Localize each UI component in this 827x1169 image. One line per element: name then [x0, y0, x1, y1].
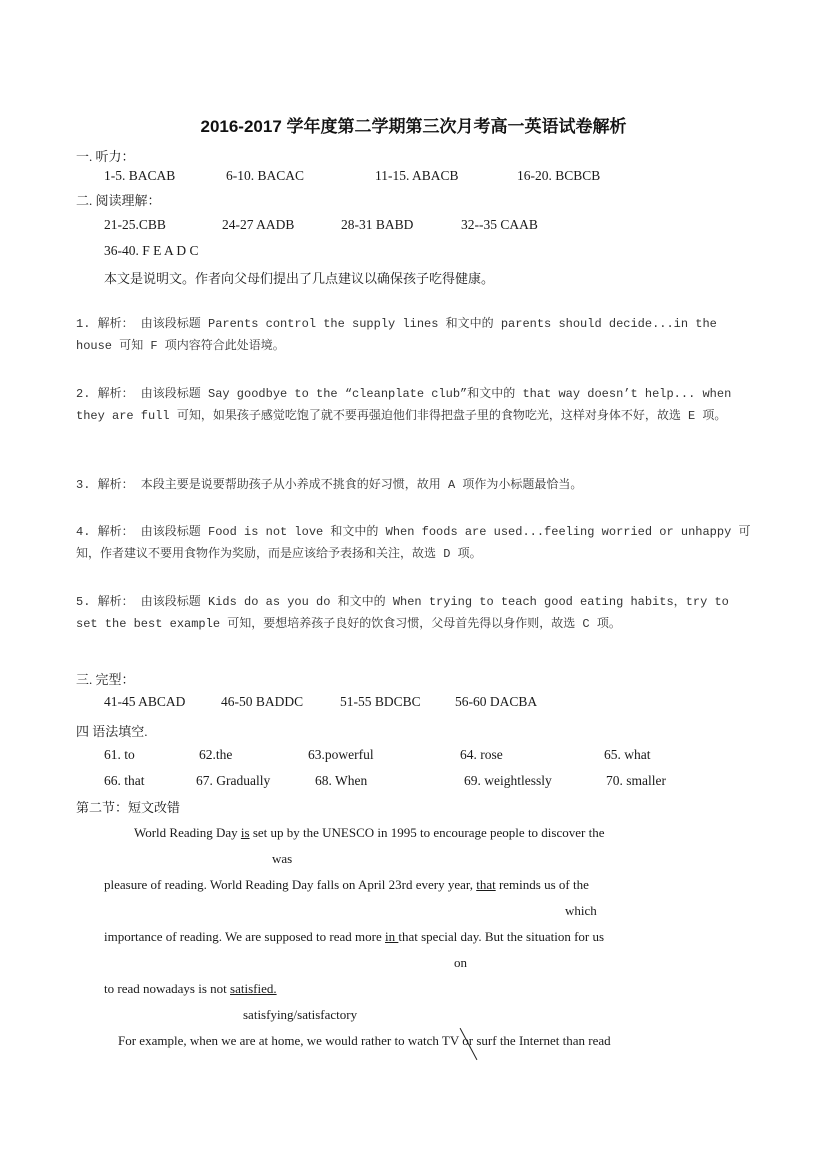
passage-text: reminds us of the: [495, 877, 589, 892]
answer-group: 51-55 BDCBC: [340, 694, 421, 709]
passage-text: set up by the UNESCO in 1995 to encourage people to discover the: [249, 825, 605, 840]
reading-summary: 本文是说明文。作者向父母们提出了几点建议以确保孩子吃得健康。: [104, 271, 495, 286]
answer-group: 28-31 BABD: [341, 217, 414, 232]
cloze-heading: 三. 完型：: [76, 672, 135, 687]
correction-word: satisfying/satisfactory: [243, 1007, 358, 1022]
passage-text: World Reading Day: [134, 825, 241, 840]
passage-line-1: [134, 825, 604, 841]
passage-text: importance of reading. We are supposed to read more: [104, 929, 385, 944]
passage-line-5: For example, when we are at home, we would rather to watch TV or surf the Internet than read: [118, 1033, 611, 1048]
passage-text: that special day. But the situation for us: [398, 929, 605, 944]
passage-line-3: [104, 929, 604, 945]
grammar-answer: 63.powerful: [308, 747, 374, 762]
answer-group: 24-27 AADB: [222, 217, 295, 232]
grammar-answer: 64. rose: [460, 747, 503, 762]
listening-heading: 一. 听力：: [76, 149, 135, 164]
grammar-answer: 65. what: [604, 747, 651, 762]
passage-line-2: [104, 877, 589, 893]
grammar-answer: 67. Gradually: [196, 773, 271, 788]
explanation-2: 2. 解析： 由该段标题 Say goodbye to the “cleanplate club”和文中的 that way doesn’t help... when they are full 可知，如果孩子感觉吃饱了就不要再强迫他们非得把盘子里的食物吃光，这样对身体不好，故选 E 项。: [76, 387, 732, 423]
marked-error: is: [240, 825, 250, 840]
marked-error: in: [385, 929, 399, 944]
correction-word: on: [454, 955, 467, 970]
marked-error: satisfied.: [230, 981, 277, 996]
passage-text: pleasure of reading. World Reading Day falls on April 23rd every year,: [104, 877, 477, 892]
answer-group: 11-15. ABACB: [375, 168, 459, 183]
correction-heading: 第二节：短文改错: [76, 800, 181, 815]
grammar-answer: 61. to: [104, 747, 135, 762]
reading-heading: 二. 阅读理解：: [76, 193, 161, 208]
explanation-1: 1. 解析： 由该段标题 Parents control the supply lines 和文中的 parents should decide...in the house 可知 F 项内容符合此处语境。: [76, 317, 717, 353]
passage-text: to read nowadays is not: [104, 981, 231, 996]
explanation-3: 3. 解析： 本段主要是说要帮助孩子从小养成不挑食的好习惯，故用 A 项作为小标题最恰当。: [76, 478, 583, 492]
page-title: 2016-2017 学年度第二学期第三次月考高一英语试卷解析: [200, 117, 627, 136]
grammar-answer: 66. that: [104, 773, 145, 788]
grammar-answer: 70. smaller: [606, 773, 666, 788]
answer-group: 21-25.CBB: [104, 217, 166, 232]
answer-group: 56-60 DACBA: [455, 694, 538, 709]
answer-group: 36-40. F E A D C: [104, 243, 199, 258]
passage-line-4: [104, 981, 277, 997]
answer-group: 6-10. BACAC: [226, 168, 305, 183]
explanation-5: 5. 解析： 由该段标题 Kids do as you do 和文中的 When trying to teach good eating habits，try to set the best example 可知，要想培养孩子良好的饮食习惯，父母首先得以身作则，故选 C 项。: [76, 595, 729, 631]
correction-word: which: [565, 903, 597, 918]
grammar-answer: 68. When: [315, 773, 368, 788]
answer-group: 1-5. BACAB: [104, 168, 176, 183]
answer-group: 16-20. BCBCB: [517, 168, 601, 183]
explanation-4: 4. 解析： 由该段标题 Food is not love 和文中的 When foods are used...feeling worried or unhappy 可知，作者建议不要用食物作为奖励，而是应该给予表扬和关注，故选 D 项。: [76, 525, 751, 561]
answer-group: 32--35 CAAB: [461, 217, 538, 232]
grammar-heading: 四 语法填空.: [76, 724, 148, 739]
answer-group: 41-45 ABCAD: [104, 694, 186, 709]
correction-word: was: [272, 851, 293, 866]
grammar-answer: 62.the: [199, 747, 233, 762]
answer-group: 46-50 BADDC: [221, 694, 304, 709]
marked-error: that: [476, 877, 496, 892]
grammar-answer: 69. weightlessly: [464, 773, 552, 788]
